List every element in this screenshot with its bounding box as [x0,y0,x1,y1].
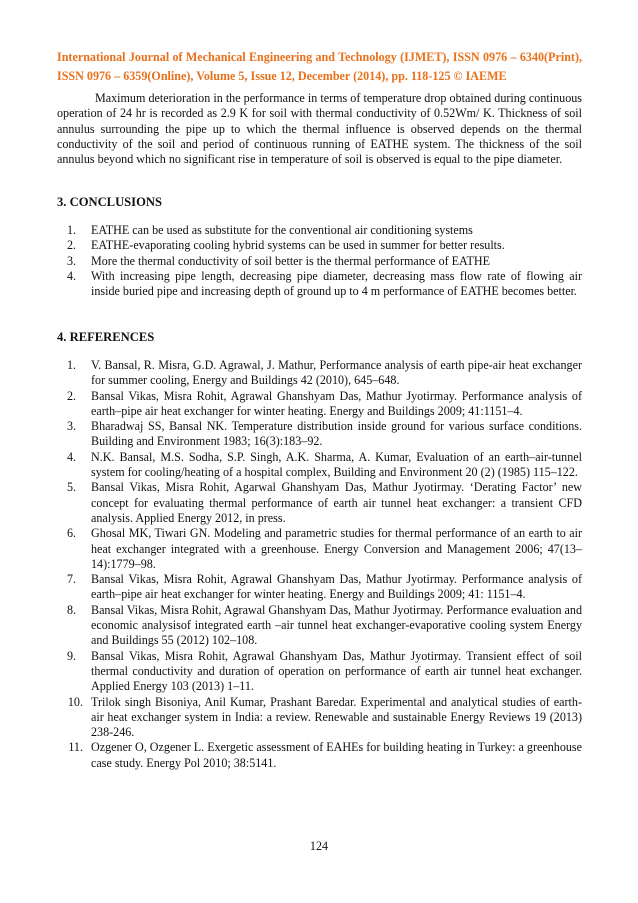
reference-item [57,526,582,572]
reference-text: Bharadwaj SS, Bansal NK. Temperature distribution inside ground for various surface conditions. Building and Environment 1983; 16(3):183–92. [91,419,582,449]
reference-text: Trilok singh Bisoniya, Anil Kumar, Prashant Baredar. Experimental and analytical studies of earth-air heat exchanger system in India: a review. Renewable and sustainable Energy Reviews 19 (2013) 238-246. [91,694,582,740]
reference-item [57,649,582,695]
reference-text: Bansal Vikas, Misra Rohit, Agrawal Ghanshyam Das, Mathur Jyotirmay. Performance evaluation and economic analysisof integrated earth –air tunnel heat exchanger-evaporative cooling system Energy and Buildings 55 (2012) 102–108. [91,602,582,648]
reference-number: 2. [67,388,77,403]
reference-text: Ozgener O, Ozgener L. Exergetic assessment of EAHEs for building heating in Turkey: a greenhouse case study. Energy Pol 2010; 38:5141. [91,740,582,770]
reference-item [57,695,582,741]
conclusions-list [57,223,582,299]
reference-number: 6. [67,526,77,541]
reference-item [57,358,582,389]
reference-number: 9. [67,648,77,663]
conclusion-text: EATHE can be used as substitute for the conventional air conditioning systems [91,223,473,237]
reference-item [57,603,582,649]
reference-item [57,450,582,481]
conclusion-number: 4. [67,268,77,283]
reference-text: Ghosal MK, Tiwari GN. Modeling and parametric studies for thermal performance of an earth to air heat exchanger integrated with a greenhouse. Energy Conversion and Management 2006; 47(13–14):1779–98. [91,526,582,571]
reference-number: 5. [67,480,77,495]
conclusion-text: With increasing pipe length, decreasing pipe diameter, decreasing mass flow rate of flowing air inside buried pipe and increasing depth of ground up to 4 m performance of EATHE becomes better. [91,268,582,299]
conclusion-item [57,223,582,238]
references-list [57,358,582,771]
conclusion-number: 2. [67,238,77,253]
references-heading: 4. REFERENCES [57,330,155,344]
conclusion-item [57,269,582,300]
conclusion-text: EATHE-evaporating cooling hybrid systems can be used in summer for better results. [91,238,505,253]
reference-number: 7. [67,572,77,587]
conclusion-text: More the thermal conductivity of soil better is the thermal performance of EATHE [91,253,490,268]
reference-item [57,419,582,450]
reference-number: 11. [68,740,83,755]
conclusions-heading: 3. CONCLUSIONS [57,195,162,209]
reference-number: 1. [67,358,77,372]
reference-number: 8. [67,602,77,617]
reference-item [57,572,582,603]
intro-paragraph: Maximum deterioration in the performance in terms of temperature drop obtained during continuous operation of 24 hr is recorded as 2.9 K for soil with thermal conductivity of 0.52Wm/ K. Thickness of soil annulus surrounding the pipe up to which the thermal influence is observed depends on the thermal conductivity of the soil and period of continuous running of EATHE system. The thickness of the soil annulus beyond which no significant rise in temperature of soil is observed is equal to the pipe diameter. [57,91,582,167]
conclusion-item [57,254,582,269]
page-number: 124 [309,839,329,853]
conclusion-number: 1. [67,223,77,237]
reference-number: 4. [67,449,77,464]
conclusion-item [57,238,582,253]
reference-item [57,480,582,526]
journal-header: International Journal of Mechanical Engineering and Technology (IJMET), ISSN 0976 – 6340(Print), ISSN 0976 – 6359(Online), Volume 5, Issue 12, December (2014), pp. 118-125 © IAEME [57,50,582,83]
reference-text: Bansal Vikas, Misra Rohit, Agrawal Ghanshyam Das, Mathur Jyotirmay. Performance analysis of earth–pipe air heat exchanger for winter heating. Energy and Buildings 2009; 41:1151–4. [91,388,582,418]
reference-text: Bansal Vikas, Misra Rohit, Agrawal Ghanshyam Das, Mathur Jyotirmay. Transient effect of soil thermal conductivity and duration of operation on performance of earth air tunnel heat exchanger. Applied Energy 103 (2013) 1–11. [91,648,582,694]
reference-text: N.K. Bansal, M.S. Sodha, S.P. Singh, A.K. Sharma, A. Kumar, Evaluation of an earth–air-tunnel system for cooling/heating of a hospital complex, Building and Environment 20 (2) (1985) 115–122. [91,449,582,480]
reference-text: V. Bansal, R. Misra, G.D. Agrawal, J. Mathur, Performance analysis of earth pipe-air heat exchanger for summer cooling, Energy and Buildings 42 (2010), 645–648. [91,358,582,388]
reference-text: Bansal Vikas, Misra Rohit, Agarwal Ghanshyam Das, Mathur Jyotirmay. ‘Derating Factor’ new concept for evaluating thermal performance of earth air tunnel heat exchanger: a transient CFD analysis. Applied Energy 2012, in press. [91,480,582,525]
reference-number: 10. [67,694,83,709]
reference-number: 3. [67,419,77,434]
reference-item [57,740,582,771]
conclusion-number: 3. [67,253,77,268]
reference-text: Bansal Vikas, Misra Rohit, Agrawal Ghanshyam Das, Mathur Jyotirmay. Performance analysis of earth–pipe air heat exchanger for winter heating. Energy and Buildings 2009; 41: 1151–4. [91,572,582,602]
reference-item [57,389,582,420]
